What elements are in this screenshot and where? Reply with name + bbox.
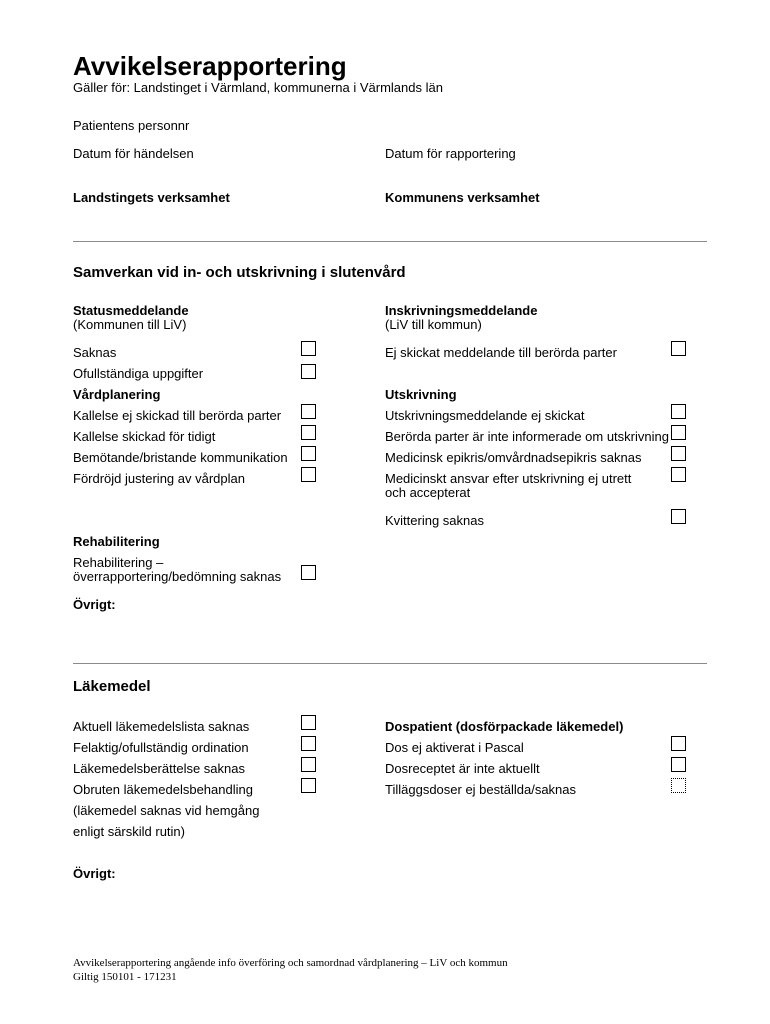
tillaggsdoser-label: Tilläggsdoser ej beställda/saknas [385,782,577,797]
personnr-label: Patientens personnr [73,118,190,133]
obruten-behandling-checkbox[interactable] [301,778,316,793]
kallelse-ej-skickad-label: Kallelse ej skickad till berörda parter [73,408,282,423]
footer-description: Avvikelserapportering angående info överföring och samordnad vårdplanering – LiV och kommun [73,957,508,969]
ej-skickat-meddelande-label: Ej skickat meddelande till berörda parter [385,345,617,360]
page-subtitle: Gäller för: Landstinget i Värmland, kommunerna i Värmlands län [73,80,443,95]
rehab-label-cont: överrapportering/bedömning saknas [73,569,282,584]
page-title: Avvikelserapportering [73,51,347,81]
rehab-label: Rehabilitering – [73,555,164,570]
vardplanering-heading: Vårdplanering [73,387,161,402]
dos-pascal-checkbox[interactable] [671,736,686,751]
inskrivning-subheading: (LiV till kommun) [385,317,482,332]
ordination-checkbox[interactable] [301,736,316,751]
epikris-label: Medicinsk epikris/omvårdnadsepikris saknas [385,450,642,465]
rehab-checkbox[interactable] [301,565,316,580]
section-divider [73,663,707,664]
obruten-behandling-note: (läkemedel saknas vid hemgång [73,803,260,818]
status-heading: Statusmeddelande [73,303,189,318]
kommun-verksamhet-label: Kommunens verksamhet [385,190,540,205]
dosrecept-checkbox[interactable] [671,757,686,772]
saknas-label: Saknas [73,345,117,360]
footer-validity: Giltig 150101 - 171231 [73,971,177,983]
lakemedelslista-label: Aktuell läkemedelslista saknas [73,719,250,734]
dosrecept-label: Dosreceptet är inte aktuellt [385,761,540,776]
kallelse-tidigt-checkbox[interactable] [301,425,316,440]
datum-rapportering-label: Datum för rapportering [385,146,516,161]
samverkan-heading: Samverkan vid in- och utskrivning i slutenvård [73,264,406,281]
ofullstandiga-checkbox[interactable] [301,364,316,379]
lakemedel-ovrigt-label: Övrigt: [73,866,116,881]
obruten-behandling-note-cont: enligt särskild rutin) [73,824,185,839]
epikris-checkbox[interactable] [671,446,686,461]
bemotande-label: Bemötande/bristande kommunikation [73,450,288,465]
dospatient-heading: Dospatient (dosförpackade läkemedel) [385,719,624,734]
medicinskt-ansvar-checkbox[interactable] [671,467,686,482]
lakemedelsberattelse-checkbox[interactable] [301,757,316,772]
saknas-checkbox[interactable] [301,341,316,356]
landsting-verksamhet-label: Landstingets verksamhet [73,190,230,205]
utskrivningsmeddelande-checkbox[interactable] [671,404,686,419]
medicinskt-ansvar-label-cont: och accepterat [385,485,471,500]
kvittering-label: Kvittering saknas [385,513,484,528]
utskrivningsmeddelande-label: Utskrivningsmeddelande ej skickat [385,408,585,423]
obruten-behandling-label: Obruten läkemedelsbehandling [73,782,253,797]
tillaggsdoser-checkbox[interactable] [671,778,686,793]
fordrojd-justering-checkbox[interactable] [301,467,316,482]
inskrivning-heading: Inskrivningsmeddelande [385,303,538,318]
berorda-parter-label: Berörda parter är inte informerade om utskrivning [385,429,669,444]
fordrojd-justering-label: Fördröjd justering av vårdplan [73,471,245,486]
lakemedelslista-checkbox[interactable] [301,715,316,730]
utskrivning-heading: Utskrivning [385,387,457,402]
section-divider [73,241,707,242]
ej-skickat-meddelande-checkbox[interactable] [671,341,686,356]
kallelse-tidigt-label: Kallelse skickad för tidigt [73,429,216,444]
ofullstandiga-label: Ofullständiga uppgifter [73,366,204,381]
samverkan-ovrigt-label: Övrigt: [73,597,116,612]
rehab-heading: Rehabilitering [73,534,160,549]
status-subheading: (Kommunen till LiV) [73,317,187,332]
lakemedelsberattelse-label: Läkemedelsberättelse saknas [73,761,245,776]
kallelse-ej-skickad-checkbox[interactable] [301,404,316,419]
ordination-label: Felaktig/ofullständig ordination [73,740,249,755]
dos-pascal-label: Dos ej aktiverat i Pascal [385,740,524,755]
berorda-parter-checkbox[interactable] [671,425,686,440]
kvittering-checkbox[interactable] [671,509,686,524]
medicinskt-ansvar-label: Medicinskt ansvar efter utskrivning ej utrett [385,471,632,486]
lakemedel-heading: Läkemedel [73,678,151,695]
datum-handelsen-label: Datum för händelsen [73,146,194,161]
bemotande-checkbox[interactable] [301,446,316,461]
